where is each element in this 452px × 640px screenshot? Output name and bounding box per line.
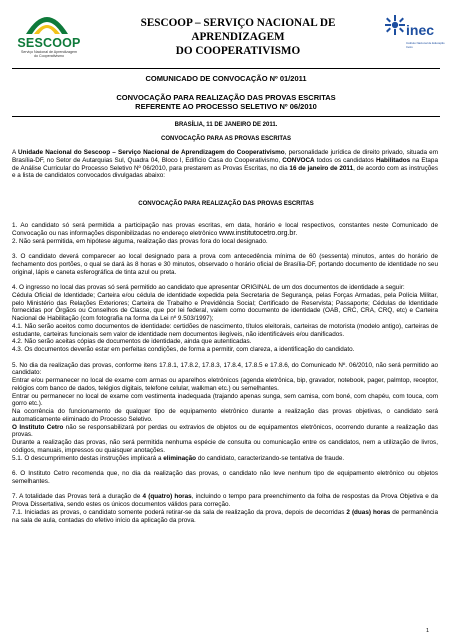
sescoop-sub-line-1: Serviço Nacional de Aprendizagem <box>21 50 77 54</box>
sescoop-subtitle <box>12 50 86 58</box>
item-6: 6. O Instituto Cetro recomenda que, no dia da realização das provas, o candidato não leve nenhum tipo de equipamento eletrônico ou objetos semelhantes. <box>12 470 438 485</box>
item-3: 3. O candidato deverá comparecer ao local designado para a prova com antecedência mínima de 60 (sessenta) minutos, antes do horário de fechamento dos portões, o qual se dará às 8 horas e 30 minutos, observado o horário oficial de Brasília-DF, portando documento de identidade no seu original, lápis e caneta esferográfica de tinta azul ou preta. <box>12 253 438 276</box>
banner-rule <box>12 116 440 117</box>
item-2: 2. Não será permitida, em hipótese alguma, realização das provas fora do local designado. <box>12 237 268 245</box>
sescoop-logo <box>12 6 82 64</box>
inec-star-icon <box>384 14 406 36</box>
date-line: BRASÍLIA, 11 DE JANEIRO DE 2011. <box>174 122 278 128</box>
item-5-b: Entrar ou permanecer no local de exame com vestimenta inadequada (trajando apenas sunga, sem camisa, com boné, com chapéu, com touca, com gorro etc.). <box>12 392 438 408</box>
inec-tagline: Instituto Nacional de Educação Cetro <box>406 41 445 49</box>
item-5-1: 5.1. O descumprimento destas instruções implicará a eliminação do candidato, caracterizando-se tentativa de fraude. <box>12 454 345 462</box>
cetro-link[interactable]: www.institutocetro.org.br <box>219 229 296 237</box>
notice-banner <box>12 74 440 112</box>
notice-number: COMUNICADO DE CONVOCAÇÃO Nº 01/2011 <box>145 74 307 83</box>
item-4-1: 4.1. Não serão aceitos como documentos de identidade: certidões de nascimento, títulos eleitorais, carteiras de motorista (modelo antigo), carteiras de estudante, carteiras funcionais sem valor de identidade nem documentos ilegíveis, não identificáveis e/ou danificados. <box>12 322 438 338</box>
item-5-a: Entrar e/ou permanecer no local de exame com armas ou aparelhos eletrônicos (agenda eletrônica, bip, gravador, notebook, pager, palmtop, receptor, relógios com banco de dados, telégios digitais, telefone celular, walkman etc.) ou semelhantes. <box>12 377 438 392</box>
item-5-e: Durante a realização das provas, não será permitida nenhuma espécie de consulta ou comunicação entre os candidatos, nem a utilização de livros, códigos, manuais, impressos ou quaisquer anotações. <box>12 439 438 454</box>
notice-title-line-2: REFERENTE AO PROCESSO SELETIVO Nº 06/2010 <box>135 102 317 111</box>
item-4-3: 4.3. Os documentos deverão estar em perfeitas condições, de forma a permitir, com clareza, a identificação do candidato. <box>12 346 355 353</box>
item-4-2: 4.2. Não serão aceitas cópias de documentos de identidade, ainda que autenticadas. <box>12 338 252 346</box>
item-5-d: O Instituto Cetro não se responsabilizará por perdas ou extravios de objetos ou de equipamentos eletrônicos, ocorrendo durante a realização das provas. <box>12 423 438 439</box>
header-rule <box>12 68 440 69</box>
sescoop-arc-icon <box>22 6 72 36</box>
item-7: 7. A totalidade das Provas terá a duração de 4 (quatro) horas, incluindo o tempo para preenchimento da folha de respostas da Prova Objetiva e da Prova Dissertativa, sendo estes os únicos documentos válidos para correção. <box>12 493 438 508</box>
notice-title-line-1: CONVOCAÇÃO PARA REALIZAÇÃO DAS PROVAS ESCRITAS <box>116 92 336 102</box>
letterhead <box>10 6 445 64</box>
item-7-1: 7.1. Iniciadas as provas, o candidato somente poderá retirar-se da sala de realização da prova, depois de decorridas 2 (duas) horas de permanência na sala de aula, contadas do efetivo início da aplicação da prova. <box>12 508 438 524</box>
letterhead-title <box>98 16 378 58</box>
letterhead-title-line-1: SESCOOP – SERVIÇO NACIONAL DE APRENDIZAGEM <box>140 17 336 43</box>
item-5: 5. No dia da realização das provas, conforme itens 17.8.1, 17.8.2, 17.8.3, 17.8.4, 17.8.5 e 17.8.6, do Comunicado Nº. 06/2010, não será permitido ao candidato: <box>12 361 438 377</box>
inec-wordmark: inec <box>406 22 435 38</box>
intro-paragraph: A Unidade Nacional do Sescoop – Serviço Nacional de Aprendizagem do Cooperativismo, personalidade jurídica de direito privado, situada em Brasília-DF, no Setor de Autarquias Sul, Quadra 04, Bloco I, Edifício Casa do Cooperativismo, CONVOCA todos os candidatos Habilitados na Etapa de Análise Curricular do Processo Seletivo Nº 06/2010, para prestarem as Provas Escritas, no dia 16 de janeiro de 2011, de acordo com as instruções e a lista de candidatos convocados divulgadas abaixo: <box>12 149 438 180</box>
inec-logo <box>384 12 444 60</box>
item-5-c: Na ocorrência do funcionamento de qualquer tipo de equipamento eletrônico durante a realização das provas objetivas, o candidato será automaticamente eliminado do Processo Seletivo. <box>12 408 438 423</box>
subtitle: CONVOCAÇÃO PARA AS PROVAS ESCRITAS <box>161 136 291 142</box>
sescoop-sub-line-2: do Cooperativismo <box>34 54 64 59</box>
item-1: 1. Ao candidato só será permitida a participação nas provas escritas, em data, horário e local respectivos, constantes neste Comunicado de Convocação ou nas informações disponibilizadas no endereço eletrônico www.institutocetro.org.br. <box>12 222 438 237</box>
section-title: CONVOCAÇÃO PARA REALIZAÇÃO DAS PROVAS ESCRITAS <box>138 201 314 207</box>
instructions <box>12 222 438 524</box>
letterhead-title-line-2: DO COOPERATIVISMO <box>175 45 301 57</box>
item-4-list: Cédula Oficial de Identidade; Carteira e/ou cédula de identidade expedida pela Secretaria de Segurança, pelas Forças Armadas, pela Polícia Militar, pelo Ministério das Relações Exteriores; Carteira de Trabalho e Previdência Social; Certificado de Reservista; Passaporte; Cédulas de Identidade fornecidas por Órgãos ou Conselhos de Classe, que por lei federal, valem como documento de identidade (OAB, CRC, CRA, CRQ, etc) e Carteira Nacional de Habilitação (com fotografia na forma da Lei nº 9.503/1997); <box>12 291 438 322</box>
item-4: 4. O ingresso no local das provas só será permitido ao candidato que apresentar ORIGINAL de um dos documentos de identidade a seguir: <box>12 284 405 291</box>
sescoop-brand: SESCOOP <box>17 36 81 50</box>
page-number: 1 <box>426 628 430 634</box>
